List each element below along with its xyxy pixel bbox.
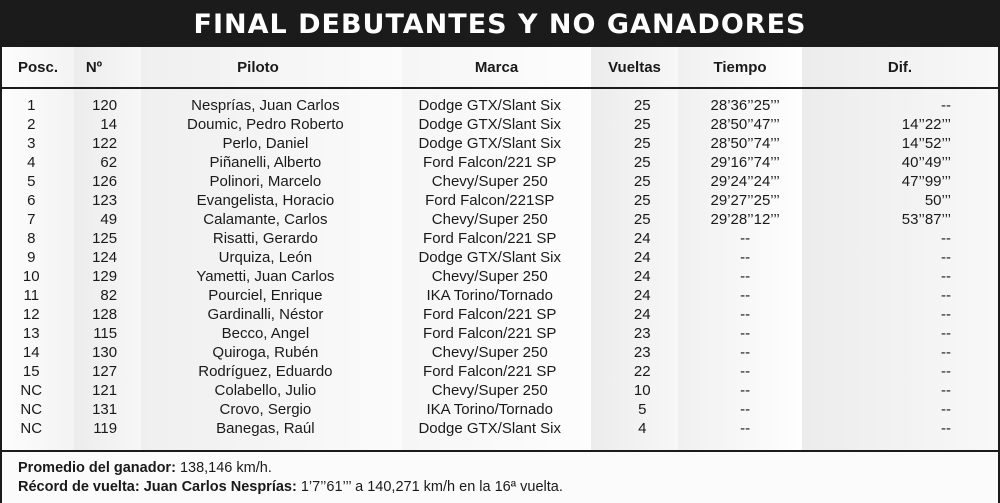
cell-marca: Dodge GTX/Slant Six bbox=[418, 135, 562, 152]
cell-tiempo: 29’27’’25’’’ bbox=[710, 192, 780, 209]
header-posc: Posc. bbox=[17, 58, 59, 76]
cell-posc: 13 bbox=[22, 325, 40, 342]
cell-marca: Dodge GTX/Slant Six bbox=[418, 116, 562, 133]
cell-piloto: Becco, Angel bbox=[221, 325, 310, 342]
cell-dif: -- bbox=[940, 268, 951, 285]
cell-vueltas: 25 bbox=[633, 116, 651, 133]
cell-vueltas: 25 bbox=[633, 211, 651, 228]
cell-piloto: Calamante, Carlos bbox=[203, 211, 328, 228]
cell-piloto: Colabello, Julio bbox=[214, 382, 317, 399]
header-piloto: Piloto bbox=[237, 58, 279, 76]
cell-vueltas: 25 bbox=[633, 97, 651, 114]
cell-piloto: Rodríguez, Eduardo bbox=[198, 363, 333, 380]
cell-dif: 14’’22’’’ bbox=[901, 116, 951, 133]
table-row bbox=[2, 115, 998, 134]
cell-tiempo: -- bbox=[740, 325, 751, 342]
cell-num: 127 bbox=[92, 363, 118, 380]
cell-tiempo: -- bbox=[740, 363, 751, 380]
cell-piloto: Piñanelli, Alberto bbox=[209, 154, 322, 171]
cell-posc: 6 bbox=[27, 192, 36, 209]
cell-dif: -- bbox=[940, 363, 951, 380]
cell-num: 124 bbox=[92, 249, 118, 266]
table-row bbox=[2, 248, 998, 267]
cell-marca: Ford Falcon/221 SP bbox=[423, 306, 557, 323]
title-bar bbox=[2, 2, 998, 47]
cell-num: 131 bbox=[92, 401, 118, 418]
cell-dif: 53’’87’’’ bbox=[901, 211, 951, 228]
cell-tiempo: 28’50’’74’’’ bbox=[710, 135, 780, 152]
footer-notes bbox=[2, 450, 998, 503]
cell-posc: 4 bbox=[27, 154, 36, 171]
table-row bbox=[2, 172, 998, 191]
record-label: Récord de vuelta: Juan Carlos Nesprías: bbox=[18, 479, 297, 495]
table-row bbox=[2, 362, 998, 381]
table-row bbox=[2, 96, 998, 115]
cell-vueltas: 10 bbox=[633, 382, 651, 399]
cell-posc: NC bbox=[20, 382, 43, 399]
cell-tiempo: -- bbox=[740, 268, 751, 285]
cell-posc: NC bbox=[20, 401, 43, 418]
cell-posc: NC bbox=[20, 420, 43, 437]
cell-piloto: Gardinalli, Néstor bbox=[207, 306, 324, 323]
table-row bbox=[2, 305, 998, 324]
cell-dif: -- bbox=[940, 382, 951, 399]
cell-piloto: Doumic, Pedro Roberto bbox=[187, 116, 344, 133]
cell-num: 123 bbox=[92, 192, 118, 209]
cell-vueltas: 24 bbox=[633, 249, 651, 266]
cell-posc: 11 bbox=[23, 287, 40, 304]
cell-vueltas: 5 bbox=[638, 401, 647, 418]
cell-dif: -- bbox=[940, 230, 951, 247]
cell-vueltas: 25 bbox=[633, 154, 651, 171]
cell-piloto: Quiroga, Rubén bbox=[212, 344, 319, 361]
cell-vueltas: 24 bbox=[633, 268, 651, 285]
cell-posc: 14 bbox=[22, 344, 40, 361]
table-title: FINAL DEBUTANTES Y NO GANADORES bbox=[193, 9, 807, 40]
table-row bbox=[2, 324, 998, 343]
cell-vueltas: 25 bbox=[633, 135, 651, 152]
cell-marca: Dodge GTX/Slant Six bbox=[418, 97, 562, 114]
cell-dif: -- bbox=[940, 344, 951, 361]
cell-dif: -- bbox=[940, 97, 951, 114]
header-num: Nº bbox=[85, 58, 103, 76]
cell-dif: -- bbox=[940, 325, 951, 342]
cell-tiempo: -- bbox=[740, 230, 751, 247]
cell-num: 126 bbox=[92, 173, 118, 190]
header-dif: Dif. bbox=[887, 58, 913, 76]
table-body bbox=[2, 96, 998, 438]
table-row bbox=[2, 191, 998, 210]
cell-tiempo: -- bbox=[740, 249, 751, 266]
cell-num: 129 bbox=[92, 268, 118, 285]
cell-tiempo: -- bbox=[740, 420, 751, 437]
cell-piloto: Evangelista, Horacio bbox=[196, 192, 335, 209]
cell-num: 62 bbox=[100, 154, 118, 171]
table-row bbox=[2, 400, 998, 419]
table-row bbox=[2, 267, 998, 286]
cell-posc: 3 bbox=[27, 135, 36, 152]
table-row bbox=[2, 419, 998, 438]
cell-posc: 1 bbox=[27, 97, 36, 114]
cell-dif: 47’’99’’’ bbox=[901, 173, 951, 190]
cell-posc: 15 bbox=[22, 363, 40, 380]
table-row bbox=[2, 153, 998, 172]
cell-marca: Chevy/Super 250 bbox=[431, 268, 548, 285]
cell-piloto: Crovo, Sergio bbox=[219, 401, 312, 418]
cell-vueltas: 24 bbox=[633, 306, 651, 323]
cell-num: 115 bbox=[93, 325, 118, 342]
cell-posc: 7 bbox=[27, 211, 36, 228]
cell-posc: 2 bbox=[27, 116, 36, 133]
cell-num: 82 bbox=[100, 287, 118, 304]
cell-piloto: Banegas, Raúl bbox=[216, 420, 315, 437]
table-row bbox=[2, 286, 998, 305]
cell-marca: Ford Falcon/221 SP bbox=[423, 230, 557, 247]
cell-tiempo: -- bbox=[740, 287, 751, 304]
cell-num: 49 bbox=[100, 211, 118, 228]
cell-vueltas: 23 bbox=[633, 325, 651, 342]
cell-tiempo: 28’36’’25’’’ bbox=[710, 97, 780, 114]
table-row bbox=[2, 343, 998, 362]
cell-tiempo: -- bbox=[740, 306, 751, 323]
cell-posc: 9 bbox=[27, 249, 36, 266]
cell-num: 120 bbox=[92, 97, 118, 114]
cell-piloto: Polinori, Marcelo bbox=[209, 173, 322, 190]
cell-num: 122 bbox=[92, 135, 118, 152]
cell-marca: Chevy/Super 250 bbox=[431, 173, 548, 190]
cell-dif: -- bbox=[940, 306, 951, 323]
header-marca: Marca bbox=[474, 58, 519, 76]
cell-dif: -- bbox=[940, 249, 951, 266]
cell-dif: 14’’52’’’ bbox=[901, 135, 951, 152]
footer-promedio bbox=[2, 459, 998, 478]
cell-num: 119 bbox=[93, 420, 118, 437]
promedio-value: 138,146 km/h. bbox=[175, 460, 272, 476]
header-vueltas: Vueltas bbox=[608, 58, 661, 76]
cell-marca: IKA Torino/Tornado bbox=[426, 287, 553, 304]
cell-tiempo: 29’24’’24’’’ bbox=[710, 173, 780, 190]
cell-marca: Ford Falcon/221SP bbox=[425, 192, 555, 209]
cell-vueltas: 23 bbox=[633, 344, 651, 361]
cell-piloto: Nesprías, Juan Carlos bbox=[191, 97, 340, 114]
cell-posc: 5 bbox=[27, 173, 36, 190]
cell-dif: -- bbox=[940, 287, 951, 304]
cell-posc: 10 bbox=[22, 268, 40, 285]
table-row bbox=[2, 229, 998, 248]
cell-piloto: Risatti, Gerardo bbox=[212, 230, 318, 247]
cell-marca: Dodge GTX/Slant Six bbox=[418, 420, 562, 437]
table-row bbox=[2, 381, 998, 400]
record-value: 1’7’’61’’’ a 140,271 km/h en la 16ª vuelta. bbox=[296, 479, 563, 495]
cell-piloto: Urquiza, León bbox=[218, 249, 313, 266]
cell-marca: Ford Falcon/221 SP bbox=[423, 154, 557, 171]
cell-marca: Ford Falcon/221 SP bbox=[423, 363, 557, 380]
table-header bbox=[2, 47, 998, 89]
cell-posc: 8 bbox=[27, 230, 36, 247]
cell-dif: 50’’’ bbox=[924, 192, 951, 209]
cell-vueltas: 24 bbox=[633, 230, 651, 247]
cell-marca: Chevy/Super 250 bbox=[431, 344, 548, 361]
header-tiempo: Tiempo bbox=[713, 58, 767, 76]
cell-tiempo: 29’16’’74’’’ bbox=[710, 154, 780, 171]
cell-vueltas: 4 bbox=[638, 420, 647, 437]
cell-dif: -- bbox=[940, 420, 951, 437]
cell-piloto: Pourciel, Enrique bbox=[208, 287, 323, 304]
cell-marca: Chevy/Super 250 bbox=[431, 211, 548, 228]
cell-piloto: Yametti, Juan Carlos bbox=[196, 268, 335, 285]
cell-marca: Ford Falcon/221 SP bbox=[423, 325, 557, 342]
cell-vueltas: 22 bbox=[633, 363, 651, 380]
footer-record bbox=[2, 478, 998, 497]
cell-tiempo: -- bbox=[740, 382, 751, 399]
cell-marca: Chevy/Super 250 bbox=[431, 382, 548, 399]
cell-vueltas: 24 bbox=[633, 287, 651, 304]
cell-tiempo: -- bbox=[740, 401, 751, 418]
cell-num: 130 bbox=[92, 344, 118, 361]
cell-piloto: Perlo, Daniel bbox=[222, 135, 309, 152]
promedio-label: Promedio del ganador: bbox=[18, 460, 176, 476]
table-row bbox=[2, 210, 998, 229]
cell-marca: Dodge GTX/Slant Six bbox=[418, 249, 562, 266]
table-row bbox=[2, 134, 998, 153]
cell-num: 125 bbox=[92, 230, 118, 247]
cell-num: 121 bbox=[92, 382, 118, 399]
cell-dif: 40’’49’’’ bbox=[901, 154, 951, 171]
cell-tiempo: -- bbox=[740, 344, 751, 361]
cell-num: 128 bbox=[92, 306, 118, 323]
cell-dif: -- bbox=[940, 401, 951, 418]
cell-posc: 12 bbox=[22, 306, 40, 323]
cell-marca: IKA Torino/Tornado bbox=[426, 401, 553, 418]
cell-vueltas: 25 bbox=[633, 173, 651, 190]
cell-vueltas: 25 bbox=[633, 192, 651, 209]
cell-tiempo: 29’28’’12’’’ bbox=[710, 211, 780, 228]
cell-tiempo: 28’50’’47’’’ bbox=[710, 116, 780, 133]
cell-num: 14 bbox=[100, 116, 118, 133]
